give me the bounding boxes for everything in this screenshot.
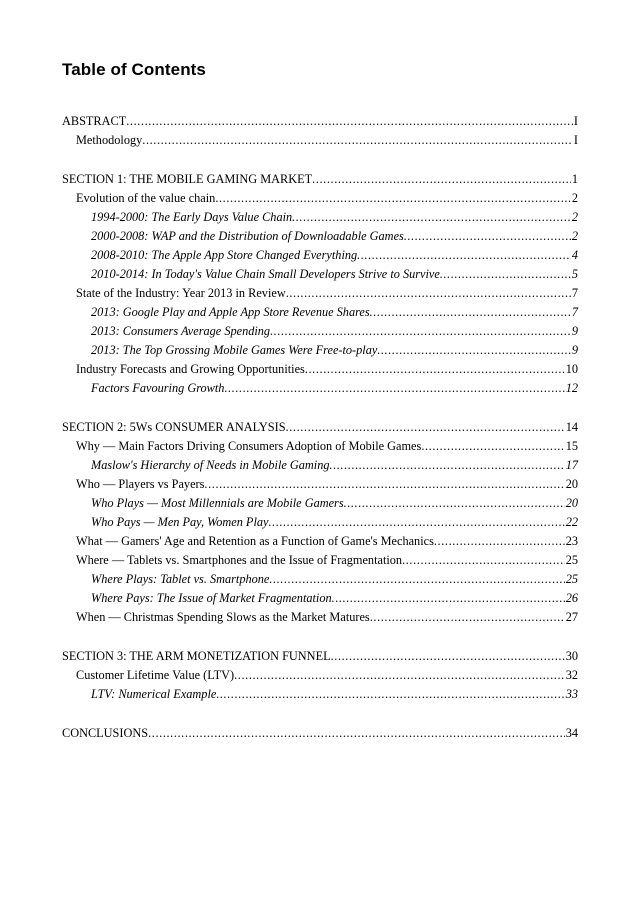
toc-entry[interactable] (62, 513, 578, 532)
toc-entry[interactable] (62, 647, 578, 666)
toc-entry-label: Where Plays: Tablet vs. Smartphone (91, 572, 270, 586)
toc-entry-page-number: 7 (571, 286, 578, 300)
toc-entry-label: 2010-2014: In Today's Value Chain Small Developers Strive to Survive (91, 267, 440, 281)
dot-leader (330, 456, 565, 475)
dot-leader (331, 647, 565, 666)
toc-entry[interactable] (62, 532, 578, 551)
toc-entry-label: 2013: Consumers Average Spending (91, 324, 271, 338)
page-title: Table of Contents (62, 60, 206, 79)
dot-leader (344, 494, 565, 513)
toc-entry-page-number: 1 (571, 172, 578, 186)
toc-entry-page-number: 25 (565, 553, 578, 567)
dot-leader (286, 418, 565, 437)
toc-entry-label: LTV: Numerical Example (91, 687, 217, 701)
dot-leader (234, 666, 565, 685)
toc-entry[interactable] (62, 589, 578, 608)
dot-leader (142, 131, 573, 150)
toc-entry[interactable] (62, 189, 578, 208)
toc-entry-label: 2013: The Top Grossing Mobile Games Were Free-to-play (91, 343, 378, 357)
dot-leader (270, 322, 571, 341)
toc-entry-page-number: 33 (565, 687, 578, 701)
dot-leader (370, 303, 571, 322)
toc-entry-page-number: 23 (565, 534, 578, 548)
toc-entry-page-number: 20 (565, 496, 578, 510)
toc-entry-page-number: 10 (565, 362, 578, 376)
toc-entry-label: 2000-2008: WAP and the Distribution of Downloadable Games (91, 229, 404, 243)
toc-entry-page-number: 32 (565, 668, 578, 682)
toc-entry-label: SECTION 2: 5Ws CONSUMER ANALYSIS (62, 420, 286, 434)
toc-entry-page-number: I (573, 133, 578, 147)
dot-leader (126, 112, 573, 131)
toc-entry-page-number: 22 (565, 515, 578, 529)
toc-entry[interactable] (62, 437, 578, 456)
toc-entry-page-number: 9 (571, 343, 578, 357)
toc-entry[interactable] (62, 284, 578, 303)
toc-entry[interactable] (62, 246, 578, 265)
toc-entry-label: Factors Favouring Growth (91, 381, 225, 395)
toc-entry[interactable] (62, 551, 578, 570)
dot-leader (292, 208, 571, 227)
toc-entry-page-number: 2 (571, 191, 578, 205)
table-of-contents (62, 112, 578, 743)
toc-entry[interactable] (62, 303, 578, 322)
toc-entry-page-number: 4 (571, 248, 578, 262)
toc-entry[interactable] (62, 379, 578, 398)
toc-entry[interactable] (62, 265, 578, 284)
toc-entry-label: 2008-2010: The Apple App Store Changed Everything (91, 248, 358, 262)
toc-entry[interactable] (62, 475, 578, 494)
toc-entry-label: Why — Main Factors Driving Consumers Adoption of Mobile Games (76, 439, 422, 453)
dot-leader (377, 341, 571, 360)
toc-entry-label: 2013: Google Play and Apple App Store Revenue Shares (91, 305, 370, 319)
toc-entry-label: Industry Forecasts and Growing Opportunities (76, 362, 305, 376)
toc-entry-page-number: 26 (565, 591, 578, 605)
toc-entry-label: SECTION 1: THE MOBILE GAMING MARKET (62, 172, 313, 186)
toc-entry-page-number: 34 (565, 726, 578, 740)
dot-leader (404, 227, 571, 246)
toc-entry-page-number: 25 (565, 572, 578, 586)
dot-leader (434, 532, 565, 551)
toc-entry-page-number: 14 (565, 420, 578, 434)
toc-entry[interactable] (62, 456, 578, 475)
dot-leader (305, 360, 565, 379)
toc-entry-page-number: 15 (565, 439, 578, 453)
toc-entry-label: State of the Industry: Year 2013 in Review (76, 286, 286, 300)
toc-entry-label: Customer Lifetime Value (LTV) (76, 668, 235, 682)
dot-leader (332, 589, 565, 608)
dot-leader (224, 379, 564, 398)
dot-leader (440, 265, 571, 284)
toc-entry-page-number: I (573, 114, 578, 128)
toc-entry-label: Who Plays — Most Millennials are Mobile Gamers (91, 496, 344, 510)
dot-leader (215, 189, 571, 208)
dot-leader (204, 475, 564, 494)
toc-entry-label: Evolution of the value chain (76, 191, 216, 205)
toc-entry-label: 1994-2000: The Early Days Value Chain (91, 210, 293, 224)
dot-leader (370, 608, 565, 627)
dot-leader (268, 513, 564, 532)
toc-entry-page-number: 9 (571, 324, 578, 338)
toc-entry[interactable] (62, 227, 578, 246)
toc-entry-page-number: 27 (565, 610, 578, 624)
dot-leader (312, 170, 571, 189)
dot-leader (357, 246, 571, 265)
toc-entry[interactable] (62, 170, 578, 189)
toc-entry-page-number: 2 (571, 229, 578, 243)
toc-entry-label: Where — Tablets vs. Smartphones and the Issue of Fragmentation (76, 553, 403, 567)
toc-entry-page-number: 20 (565, 477, 578, 491)
toc-entry[interactable] (62, 724, 578, 743)
dot-leader (286, 284, 571, 303)
toc-entry[interactable] (62, 494, 578, 513)
toc-entry[interactable] (62, 570, 578, 589)
toc-entry[interactable] (62, 341, 578, 360)
toc-entry-label: What — Gamers' Age and Retention as a Function of Game's Mechanics (76, 534, 434, 548)
toc-entry-label: Where Pays: The Issue of Market Fragmentation (91, 591, 332, 605)
toc-entry[interactable] (62, 666, 578, 685)
toc-entry-label: When — Christmas Spending Slows as the Market Matures (76, 610, 370, 624)
toc-entry[interactable] (62, 360, 578, 379)
toc-entry-page-number: 12 (565, 381, 578, 395)
toc-entry-page-number: 2 (571, 210, 578, 224)
toc-entry-label: Methodology (76, 133, 143, 147)
toc-entry[interactable] (62, 131, 578, 150)
toc-entry[interactable] (62, 685, 578, 704)
dot-leader (216, 685, 564, 704)
toc-entry-label: Maslow's Hierarchy of Needs in Mobile Gaming (91, 458, 330, 472)
dot-leader (421, 437, 564, 456)
toc-entry-label: ABSTRACT (62, 114, 127, 128)
toc-entry-page-number: 5 (571, 267, 578, 281)
toc-entry[interactable] (62, 322, 578, 341)
dot-leader (148, 724, 565, 743)
toc-entry-label: Who — Players vs Payers (76, 477, 205, 491)
toc-entry-label: SECTION 3: THE ARM MONETIZATION FUNNEL (62, 649, 331, 663)
toc-entry-label: Who Pays — Men Pay, Women Play (91, 515, 269, 529)
toc-entry-page-number: 17 (565, 458, 578, 472)
dot-leader (402, 551, 565, 570)
toc-entry[interactable] (62, 208, 578, 227)
toc-entry[interactable] (62, 418, 578, 437)
toc-entry[interactable] (62, 112, 578, 131)
toc-entry-label: CONCLUSIONS (62, 726, 149, 740)
toc-entry-page-number: 7 (571, 305, 578, 319)
dot-leader (269, 570, 564, 589)
toc-entry[interactable] (62, 608, 578, 627)
toc-entry-page-number: 30 (565, 649, 578, 663)
